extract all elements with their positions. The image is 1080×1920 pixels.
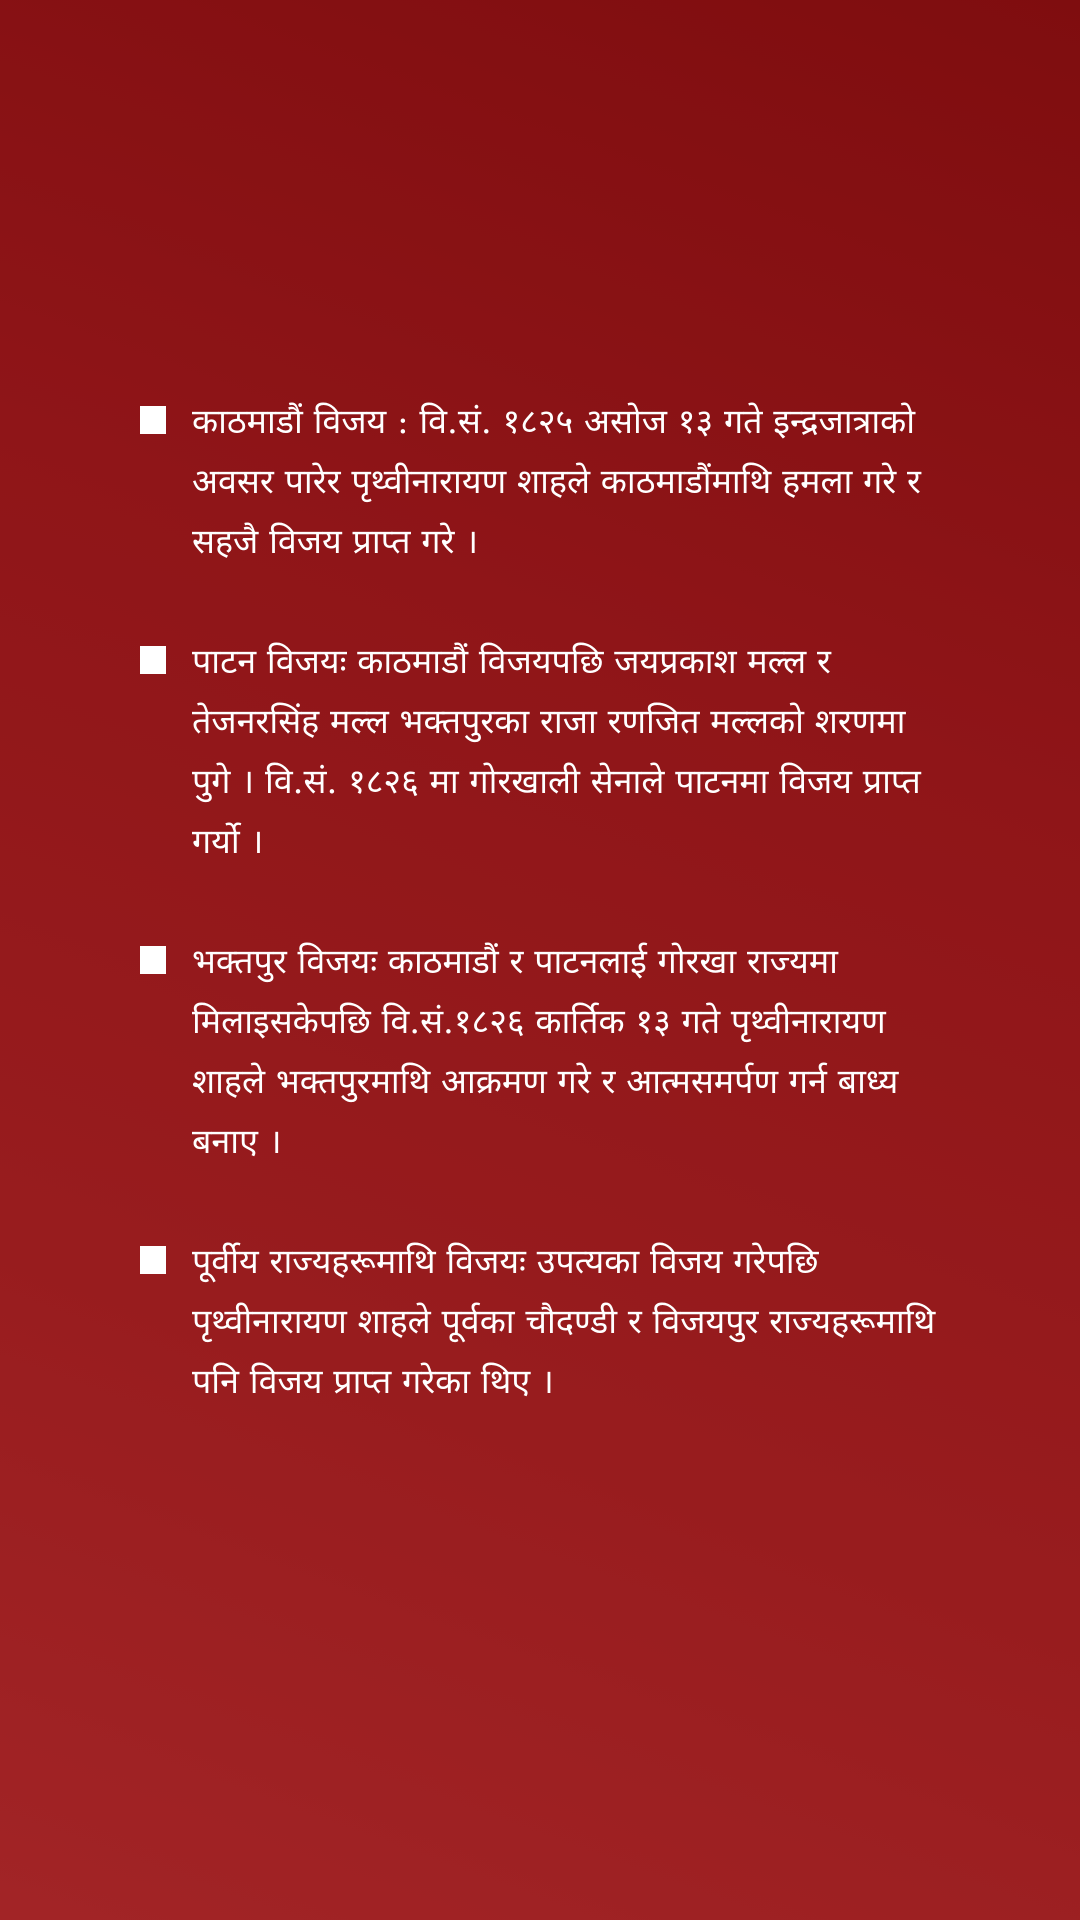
list-item-patan-victory	[140, 632, 940, 872]
square-bullet-icon	[140, 646, 166, 674]
list-item-bhaktapur-victory	[140, 932, 940, 1172]
list-item-kathmandu-victory	[140, 392, 940, 572]
list-item-text: भक्तपुर विजयः काठमाडौं र पाटनलाई गोरखा राज्यमा मिलाइसकेपछि वि.सं.१८२६ कार्तिक १३ गते पृथ्वीनारायण शाहले भक्तपुरमाथि आक्रमण गरे र आत्मसमर्पण गर्न बाध्य बनाए ।	[192, 942, 899, 1162]
list-item-eastern-states-victory	[140, 1232, 940, 1412]
square-bullet-icon	[140, 1246, 166, 1274]
list-item-text: पूर्वीय राज्यहरूमाथि विजयः उपत्यका विजय गरेपछि पृथ्वीनारायण शाहले पूर्वका चौदण्डी र विजयपुर राज्यहरूमाथि पनि विजय प्राप्त गरेका थिए ।	[192, 1242, 936, 1402]
list-item-text: पाटन विजयः काठमाडौं विजयपछि जयप्रकाश मल्ल र तेजनरसिंह मल्ल भक्तपुरका राजा रणजित मल्लको शरणमा पुगे । वि.सं. १८२६ मा गोरखाली सेनाले पाटनमा विजय प्राप्त गर्यो ।	[192, 642, 921, 862]
list-item-text: काठमाडौं विजय : वि.सं. १८२५ असोज १३ गते इन्द्रजात्राको अवसर पारेर पृथ्वीनारायण शाहले काठमाडौंमाथि हमला गरे र सहजै विजय प्राप्त गरे ।	[192, 402, 921, 562]
square-bullet-icon	[140, 406, 166, 434]
square-bullet-icon	[140, 946, 166, 974]
bullet-list	[140, 392, 940, 1472]
